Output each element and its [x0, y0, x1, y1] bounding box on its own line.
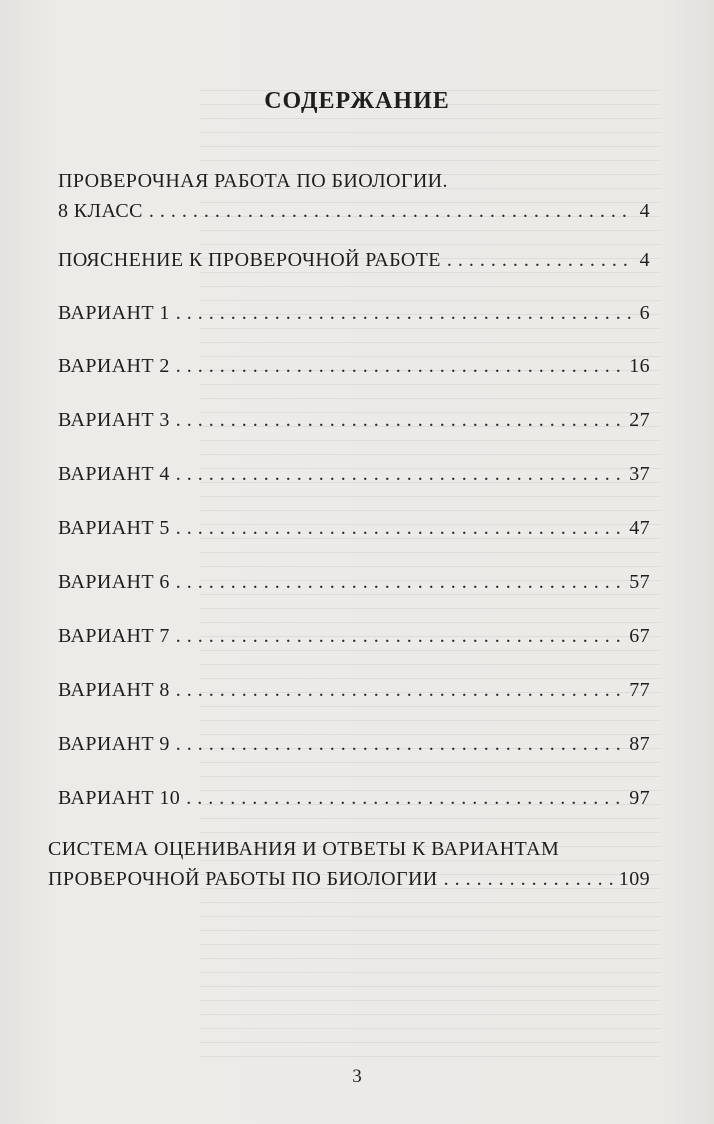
toc-page-number: 77 [629, 679, 650, 701]
toc-page-number: 109 [618, 868, 650, 890]
toc-leader-dots [176, 405, 623, 435]
toc-leader-dots [186, 783, 623, 813]
toc-entry-variant-9[interactable] [58, 729, 650, 759]
toc-leader-dots [176, 513, 623, 543]
page-title: СОДЕРЖАНИЕ [264, 88, 450, 114]
toc-leader-dots [444, 864, 613, 894]
toc-entry-explanation[interactable] [58, 245, 650, 275]
toc-entry-label: ВАРИАНТ 5 [58, 517, 170, 539]
toc-page-number: 16 [629, 355, 650, 377]
toc-leader-dots [149, 196, 634, 226]
toc-entry-variant-1[interactable] [58, 298, 650, 328]
toc-page-number: 27 [629, 409, 650, 431]
toc-leader-dots [176, 567, 623, 597]
toc-page-number: 87 [629, 733, 650, 755]
toc-entry-variant-7[interactable] [58, 621, 650, 651]
toc-leader-dots [176, 621, 623, 651]
toc-entry-line1: СИСТЕМА ОЦЕНИВАНИЯ И ОТВЕТЫ К ВАРИАНТАМ [48, 838, 560, 860]
toc-page-number: 37 [629, 463, 650, 485]
toc-entry-variant-2[interactable] [58, 351, 650, 381]
toc-entry-label: ВАРИАНТ 6 [58, 571, 170, 593]
toc-entry-grading-system[interactable] [48, 834, 650, 894]
toc-entry-label: ВАРИАНТ 2 [58, 355, 170, 377]
toc-page-number: 6 [639, 302, 650, 324]
toc-leader-dots [176, 459, 623, 489]
toc-entry-test-work[interactable] [58, 166, 650, 226]
toc-page-number: 4 [639, 200, 650, 222]
toc-entry-line1: ПРОВЕРОЧНАЯ РАБОТА ПО БИОЛОГИИ. [58, 170, 448, 192]
toc-leader-dots [176, 298, 634, 328]
toc-entry-label: ВАРИАНТ 8 [58, 679, 170, 701]
toc-page-number: 4 [639, 249, 650, 271]
toc-entry-variant-3[interactable] [58, 405, 650, 435]
toc-leader-dots [176, 729, 623, 759]
toc-entry-variant-6[interactable] [58, 567, 650, 597]
page-number: 3 [352, 1066, 362, 1087]
toc-page-number: 57 [629, 571, 650, 593]
toc-entry-label: ПОЯСНЕНИЕ К ПРОВЕРОЧНОЙ РАБОТЕ [58, 249, 441, 271]
toc-entry-label: ВАРИАНТ 9 [58, 733, 170, 755]
toc-entry-label: ВАРИАНТ 4 [58, 463, 170, 485]
toc-leader-dots [176, 675, 623, 705]
toc-entry-label: 8 КЛАСС [58, 200, 143, 222]
toc-entry-label: ВАРИАНТ 1 [58, 302, 170, 324]
toc-page-number: 97 [629, 787, 650, 809]
toc-entry-variant-10[interactable] [58, 783, 650, 813]
toc-leader-dots [447, 245, 634, 275]
toc-page-number: 47 [629, 517, 650, 539]
toc-entry-label: ПРОВЕРОЧНОЙ РАБОТЫ ПО БИОЛОГИИ [48, 868, 438, 890]
toc-entry-variant-4[interactable] [58, 459, 650, 489]
toc-page-number: 67 [629, 625, 650, 647]
toc-entry-label: ВАРИАНТ 10 [58, 787, 181, 809]
toc-entry-variant-8[interactable] [58, 675, 650, 705]
toc-leader-dots [176, 351, 623, 381]
toc-entry-variant-5[interactable] [58, 513, 650, 543]
toc-entry-label: ВАРИАНТ 3 [58, 409, 170, 431]
toc-entry-label: ВАРИАНТ 7 [58, 625, 170, 647]
